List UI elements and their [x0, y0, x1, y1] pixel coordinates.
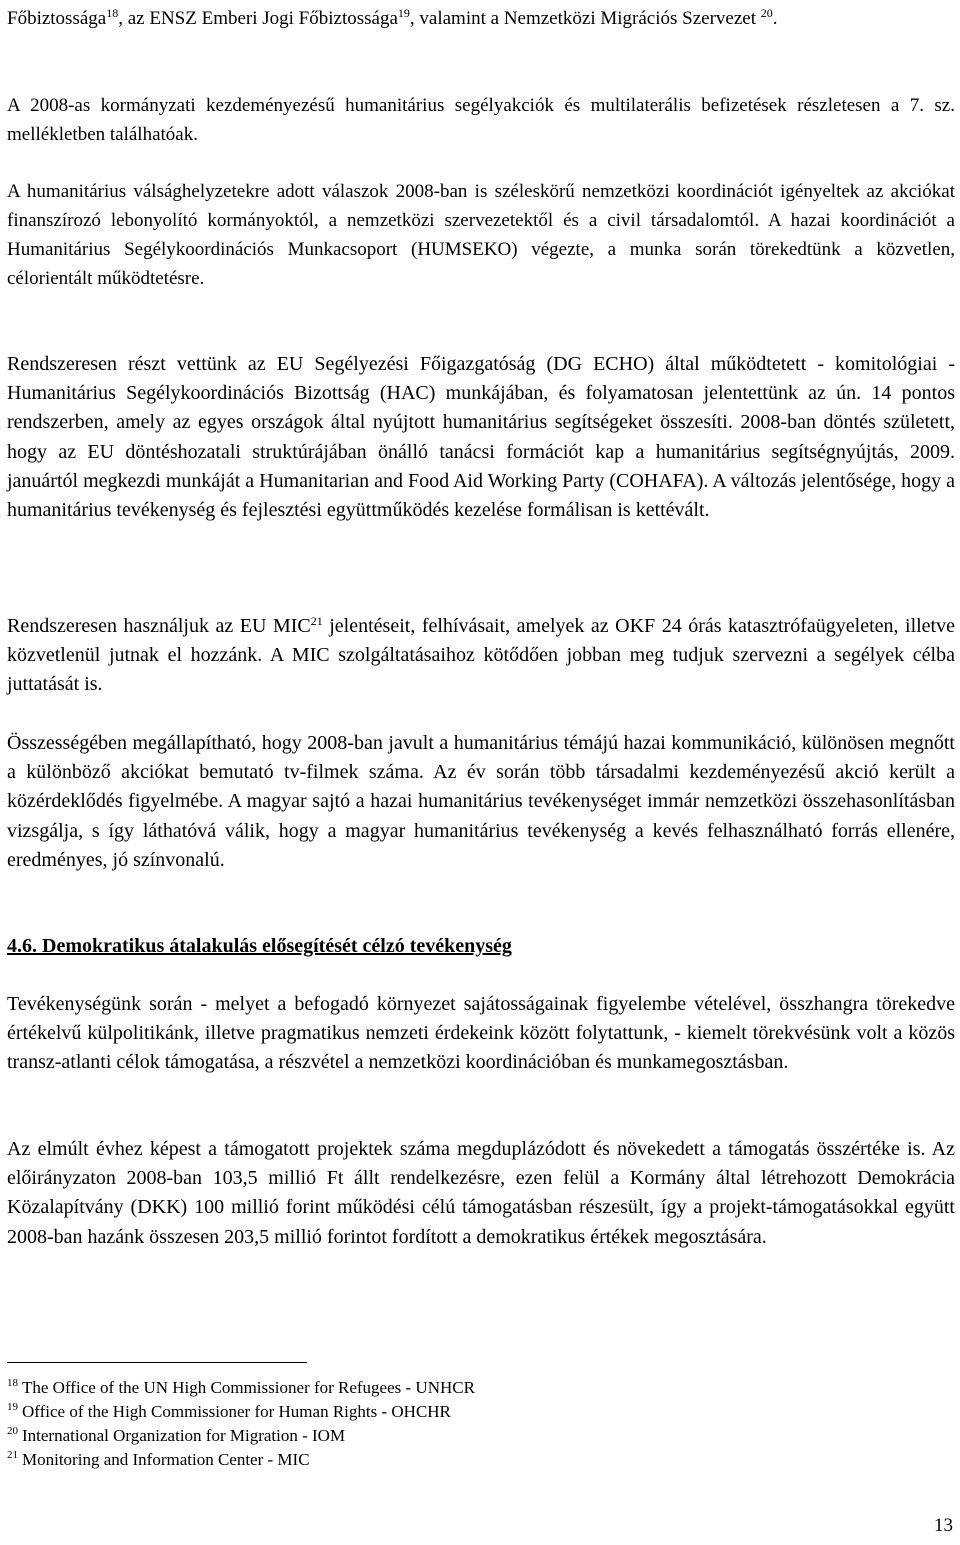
- footnote-21: [7, 1448, 310, 1472]
- text-run: jelentéseit, felhívásait, amelyek az OKF 24 órás katasztrófaügyeleten, illetve közvetlenül jutnak el hozzánk. A MIC szolgáltatásaihoz kötődően jobban meg tudjuk szervezni a segélyek célba juttatását is.: [7, 615, 955, 696]
- footnote-19: [7, 1400, 451, 1424]
- footnote-ref-20: 20: [760, 6, 773, 20]
- section-heading: 4.6. Demokratikus átalakulás elősegítését célzó tevékenység: [7, 935, 512, 957]
- text-run: , valamint a Nemzetközi Migrációs Szervezet: [409, 8, 756, 29]
- footnote-20: [7, 1424, 345, 1448]
- footnote-number: 19: [7, 1401, 18, 1413]
- paragraph-eu-coordination: Rendszeresen részt vettünk az EU Segélyezési Főigazgatóság (DG ECHO) által működtetett - komitológiai - Humanitárius Segélykoordinációs Bizottság (HAC) munkájában, és folyamatosan jelentettünk az ún. 14 pontos rendszerben, amely az egyes országok által nyújtott humanitárius segítségeket összesíti. 2008-ban döntés született, hogy az EU döntéshozatali struktúrájában önálló tanácsi formációt kap a humanitárius segítségnyújtás, 2009. januártól megkezdi munkáját a Humanitarian and Food Aid Working Party (COHAFA). A változás jelentősége, hogy a humanitárius tevékenység és fejlesztési együttműködés kezelése formálisan is kettévált.: [7, 353, 956, 522]
- footnote-ref-18: 18: [106, 6, 119, 20]
- text-run: Rendszeresen használjuk az EU MIC: [7, 615, 311, 637]
- paragraph-democracy-activities: Tevékenységünk során - melyet a befogadó környezet sajátosságainak figyelembe vételével, összhangra törekedve értékelvű külpolitikánk, illetve pragmatikus nemzeti érdekeink között folytattunk, - kiemelt törekvésünk volt a közös transz-atlanti célok támogatása, a részvétel a nemzetközi koordinációban és munkamegosztásban.: [7, 993, 955, 1074]
- footnote-text: International Organization for Migration - IOM: [22, 1426, 346, 1445]
- footnote-text: Monitoring and Information Center - MIC: [22, 1450, 310, 1469]
- footnote-text: Office of the High Commissioner for Human Rights - OHCHR: [22, 1402, 451, 1421]
- footnote-text: The Office of the UN High Commissioner for Refugees - UNHCR: [22, 1378, 475, 1397]
- footnote-ref-19: 19: [397, 6, 410, 20]
- footnote-ref-21: 21: [310, 614, 323, 628]
- page-number: 13: [934, 1515, 953, 1536]
- footnote-18: [7, 1376, 475, 1400]
- footnote-number: 18: [7, 1377, 18, 1389]
- footnote-separator: [7, 1362, 307, 1363]
- text-run: .: [772, 8, 778, 29]
- footnote-number: 21: [7, 1449, 18, 1461]
- paragraph-humanitarian-actions: A 2008-as kormányzati kezdeményezésű humanitárius segélyakciók és multilaterális befizetések részletesen a 7. sz. mellékletben találhatóak.: [7, 95, 955, 145]
- footnote-number: 20: [7, 1425, 18, 1437]
- paragraph-democracy-funding: Az elmúlt évhez képest a támogatott projektek száma megduplázódott és növekedett a támogatás összértéke is. Az előirányzaton 2008-ban 103,5 millió Ft állt rendelkezésre, ezen felül a Kormány által létrehozott Demokrácia Közalapítvány (DKK) 100 millió forint működési célú támogatásban részesült, így a projekt-támogatásokkal együtt 2008-ban hazánk összesen 203,5 millió forintot fordított a demokratikus értékek megosztására.: [7, 1138, 955, 1248]
- paragraph-mic-reports: [7, 612, 955, 700]
- paragraph-crisis-coordination: A humanitárius válsághelyzetekre adott válaszok 2008-ban is széleskörű nemzetközi koordinációt igényeltek az akciókat finanszírozó lebonyolító kormányoktól, a nemzetközi szervezetektől és a civil társadalomtól. A hazai koordinációt a Humanitárius Segélykoordinációs Munkacsoport (HUMSEKO) végezte, a munka során törekedtünk a közvetlen, célorientált működtetésre.: [7, 181, 955, 289]
- text-run: , az ENSZ Emberi Jogi Főbiztossága: [118, 8, 398, 29]
- paragraph-intro-continuation: [7, 4, 955, 33]
- text-run: Főbiztossága: [7, 8, 107, 29]
- paragraph-summary: Összességében megállapítható, hogy 2008-ban javult a humanitárius témájú hazai kommunikáció, különösen megnőtt a különböző akciókat bemutató tv-filmek száma. Az év során több társadalmi kezdeményezésű akció került a közérdeklődés figyelmébe. A magyar sajtó a hazai humanitárius tevékenységet immár nemzetközi összehasonlításban vizsgálja, s így láthatóvá válik, hogy a magyar humanitárius tevékenység a kevés felhasználható forrás ellenére, eredményes, jó színvonalú.: [7, 732, 955, 871]
